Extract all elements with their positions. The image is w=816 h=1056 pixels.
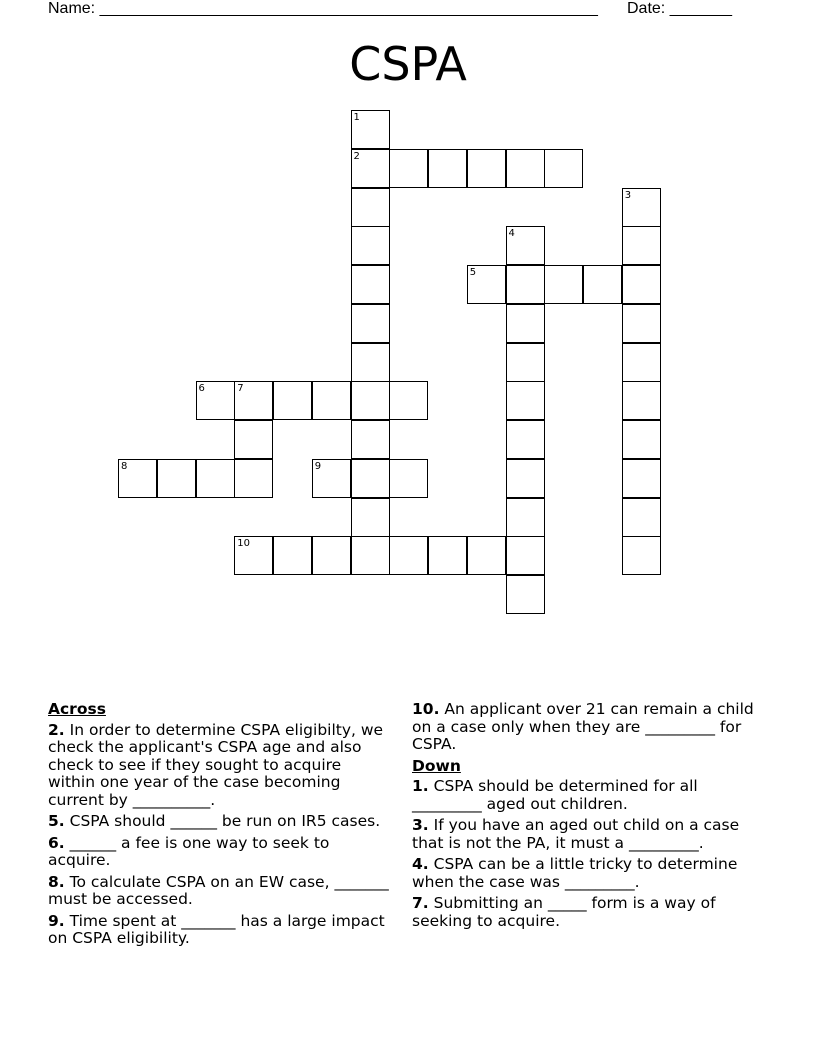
- grid-cell[interactable]: [506, 304, 545, 343]
- grid-cell[interactable]: [506, 498, 545, 537]
- clue-text: CSPA can be a little tricky to determine when the case was _________.: [412, 855, 738, 891]
- clue-number: 1.: [412, 777, 429, 795]
- clue-number: 2.: [48, 720, 65, 739]
- grid-cell[interactable]: [351, 226, 390, 265]
- cell-number: 2: [353, 150, 360, 162]
- grid-cell[interactable]: [506, 420, 545, 459]
- name-line: Name: ________________________________________________________: [48, 0, 598, 17]
- clue-text: An applicant over 21 can remain a child on a case only when they are _________ for CSPA.: [412, 700, 754, 753]
- clue-across-6: [48, 835, 393, 870]
- grid-cell[interactable]: [467, 149, 506, 188]
- grid-cell[interactable]: [351, 459, 390, 498]
- clue-number: 5.: [48, 812, 65, 830]
- grid-cell[interactable]: [622, 226, 661, 265]
- grid-cell[interactable]: [544, 265, 583, 304]
- clue-text: If you have an aged out child on a case that is not the PA, it must a _________.: [412, 816, 740, 852]
- cell-number: 10: [237, 538, 250, 550]
- grid-cell[interactable]: [506, 149, 545, 188]
- grid-cell[interactable]: [506, 459, 545, 498]
- grid-cell[interactable]: [622, 343, 661, 382]
- grid-cell[interactable]: [622, 381, 661, 420]
- grid-cell[interactable]: [389, 149, 428, 188]
- grid-cell[interactable]: [351, 381, 390, 420]
- cell-number: 3: [624, 189, 632, 201]
- clue-number: 4.: [412, 855, 429, 873]
- grid-cell[interactable]: [351, 536, 390, 575]
- clue-across-9: [48, 913, 393, 948]
- clue-number: 3.: [412, 816, 429, 834]
- cell-number: 8: [121, 460, 128, 472]
- grid-cell[interactable]: [622, 536, 661, 575]
- grid-cell[interactable]: [506, 536, 545, 575]
- grid-cell[interactable]: [467, 536, 506, 575]
- clue-number: 7.: [412, 894, 429, 912]
- across-heading: Across: [48, 700, 106, 718]
- clue-number: 9.: [48, 911, 65, 930]
- clue-down-7: [412, 895, 764, 930]
- grid-cell[interactable]: [273, 536, 312, 575]
- clue-number: 8.: [48, 872, 65, 891]
- grid-cell[interactable]: [622, 498, 661, 537]
- grid-cell[interactable]: [351, 498, 390, 537]
- grid-cell[interactable]: [506, 381, 545, 420]
- grid-cell[interactable]: [196, 459, 235, 498]
- clue-across-2: [48, 722, 393, 810]
- clue-text: Submitting an _____ form is a way of seeking to acquire.: [412, 894, 716, 930]
- clue-text: CSPA should be determined for all _________ aged out children.: [412, 777, 698, 813]
- clue-text: Time spent at _______ has a large impact on CSPA eligibility.: [48, 911, 385, 947]
- clues-right-column: [412, 701, 764, 934]
- clue-text: In order to determine CSPA eligibilty, we check the applicant's CSPA age and also check to see if they sought to acquire within one year of the case becoming current by __________.: [48, 720, 384, 809]
- grid-cell[interactable]: [351, 304, 390, 343]
- cell-number: 7: [237, 383, 244, 395]
- cell-number: 9: [314, 460, 322, 472]
- clue-across-10: [412, 701, 764, 754]
- grid-cell[interactable]: [389, 459, 428, 498]
- grid-cell[interactable]: [273, 381, 312, 420]
- grid-cell[interactable]: [389, 536, 428, 575]
- clue-text: CSPA should ______ be run on IR5 cases.: [69, 812, 381, 830]
- grid-cell[interactable]: [506, 265, 545, 304]
- grid-cell[interactable]: [544, 149, 583, 188]
- grid-cell[interactable]: [312, 381, 351, 420]
- date-line: Date: _______: [627, 0, 732, 17]
- cell-number: 6: [198, 383, 205, 395]
- grid-cell[interactable]: [351, 343, 390, 382]
- grid-cell[interactable]: [234, 420, 273, 459]
- grid-cell[interactable]: [389, 381, 428, 420]
- down-heading: Down: [412, 756, 461, 775]
- grid-cell[interactable]: [351, 265, 390, 304]
- grid-cell[interactable]: [622, 265, 661, 304]
- clue-number: 10.: [412, 700, 440, 718]
- grid-cell[interactable]: [157, 459, 196, 498]
- grid-cell[interactable]: [583, 265, 622, 304]
- grid-cell[interactable]: [234, 459, 273, 498]
- grid-cell[interactable]: [312, 536, 351, 575]
- grid-cell[interactable]: [428, 536, 467, 575]
- grid-cell[interactable]: [428, 149, 467, 188]
- grid-cell[interactable]: [351, 420, 390, 459]
- clue-down-1: [412, 778, 764, 813]
- clue-text: To calculate CSPA on an EW case, _______ must be accessed.: [48, 872, 389, 908]
- clue-text: ______ a fee is one way to seek to acquire.: [48, 833, 330, 869]
- clue-across-8: [48, 874, 393, 909]
- grid-cell[interactable]: [622, 420, 661, 459]
- grid-cell[interactable]: [622, 459, 661, 498]
- clue-down-3: [412, 817, 764, 852]
- grid-cell[interactable]: [351, 188, 390, 227]
- clue-down-4: [412, 856, 764, 891]
- clue-across-5: [48, 813, 393, 831]
- puzzle-title: CSPA: [349, 37, 467, 91]
- cell-number: 1: [353, 112, 360, 123]
- cell-number: 5: [469, 267, 477, 278]
- grid-cell[interactable]: [506, 343, 545, 382]
- grid-cell[interactable]: [622, 304, 661, 343]
- cell-number: 4: [508, 228, 515, 240]
- grid-cell[interactable]: [506, 575, 545, 614]
- clue-number: 6.: [48, 833, 65, 852]
- clues-left-column: [48, 701, 393, 952]
